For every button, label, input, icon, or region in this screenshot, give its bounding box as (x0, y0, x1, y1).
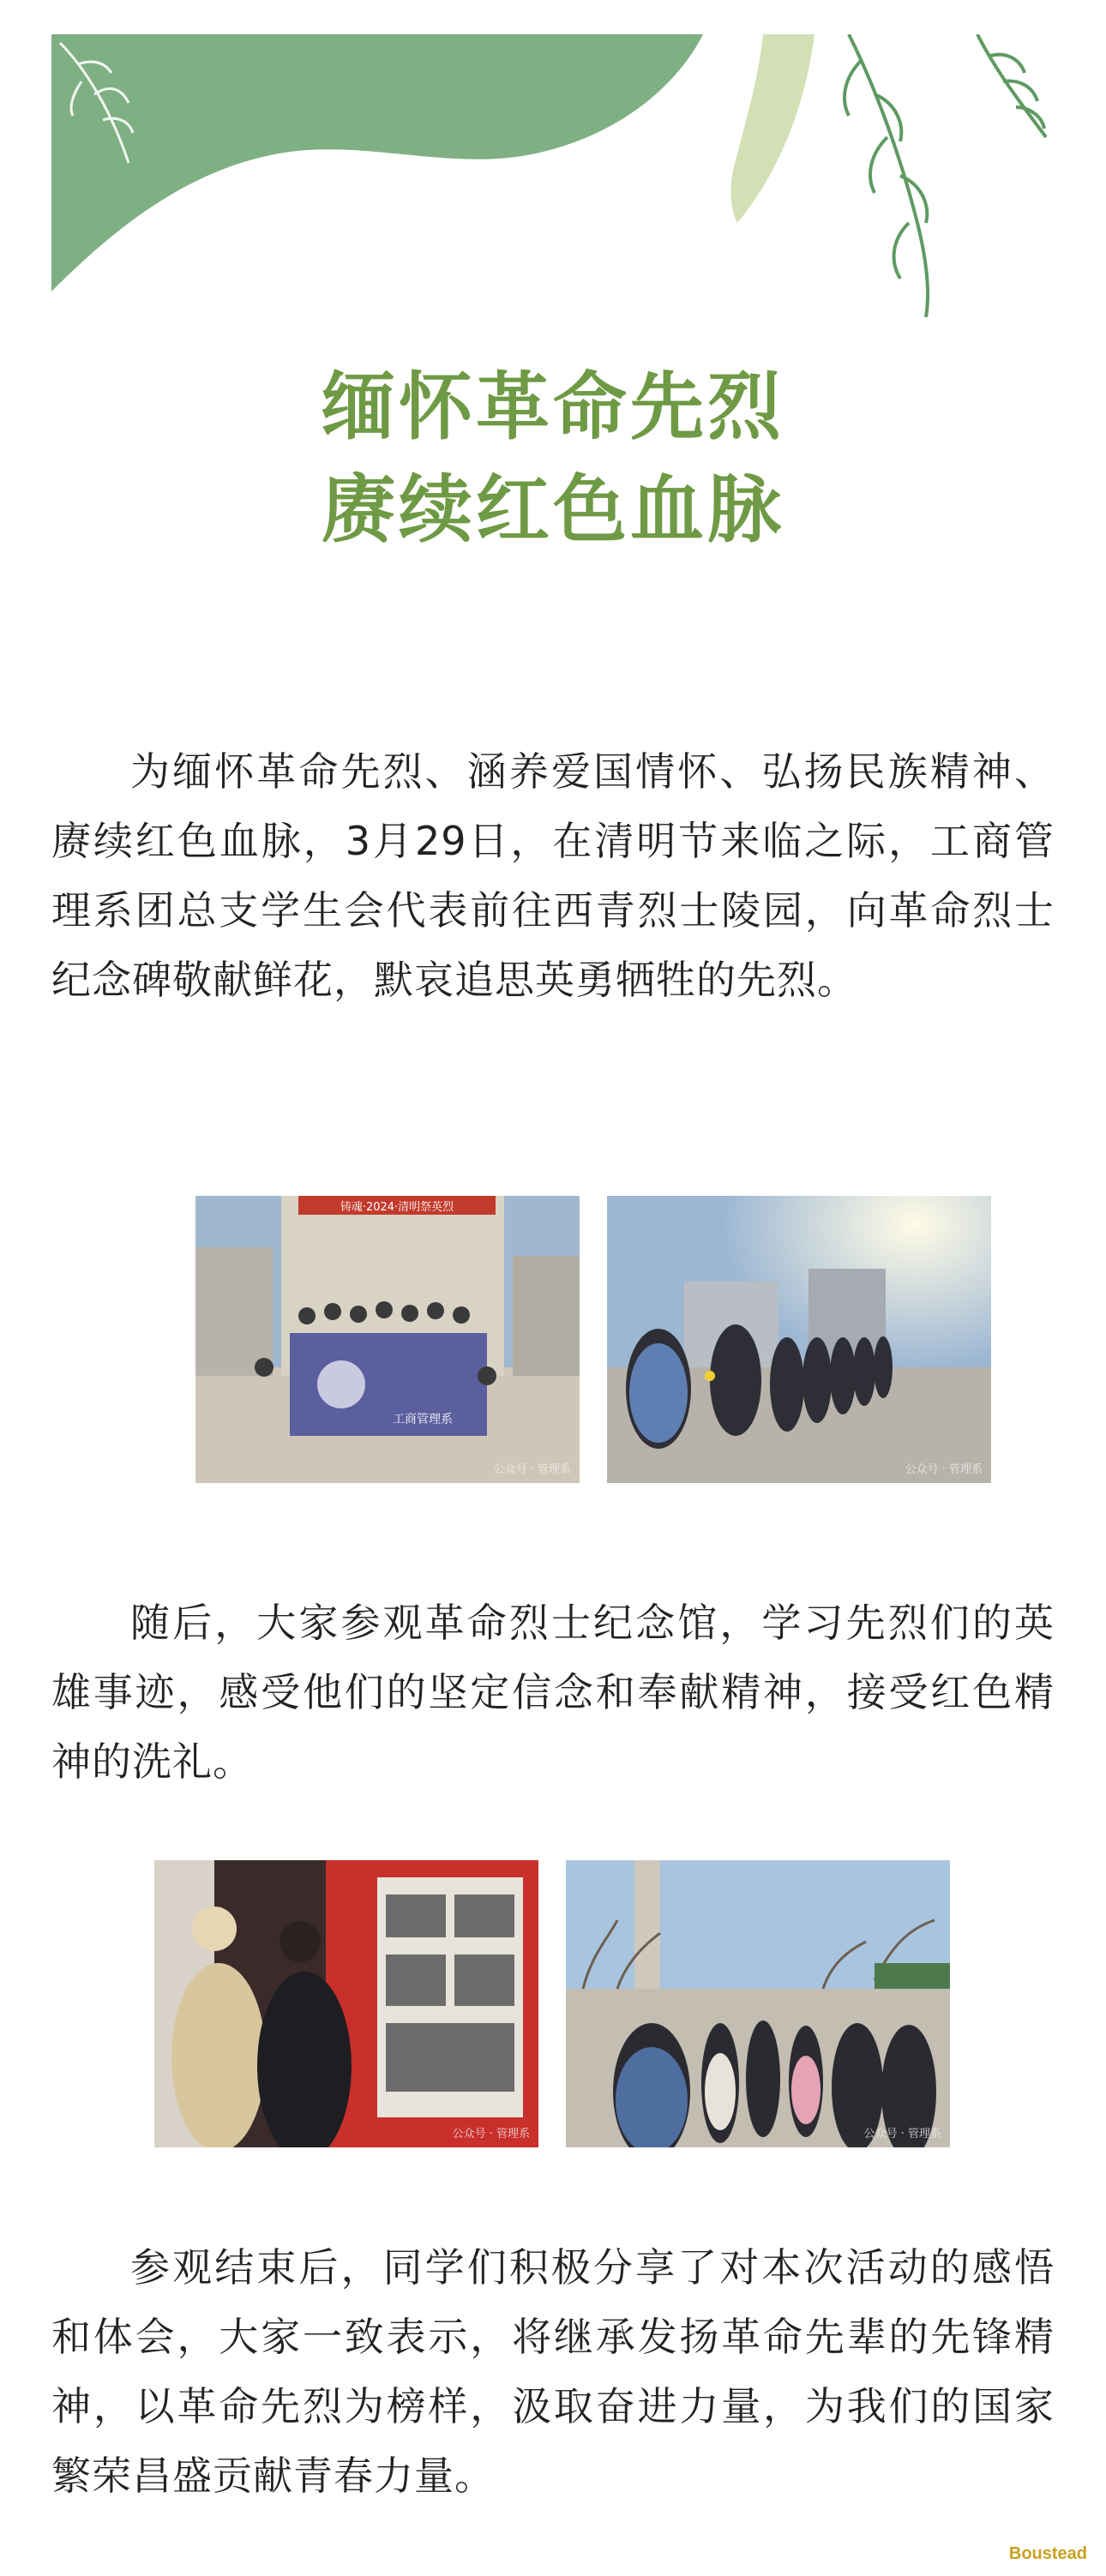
title-line-1: 缅怀革命先烈 (322, 364, 784, 450)
photo2-watermark: 公众号 · 管理系 (905, 1463, 983, 1476)
photo1-watermark: 公众号 · 管理系 (493, 1463, 571, 1476)
photo-flower-line (607, 1196, 991, 1483)
photo4-watermark: 公众号 · 管理系 (863, 2128, 941, 2141)
photo1-banner-text: 铸魂·2024·清明祭英烈 (340, 1201, 454, 1214)
leaf-banner-graphic (51, 34, 1055, 317)
photo-monument-square (566, 1860, 950, 2147)
photo3-watermark: 公众号 · 管理系 (452, 2128, 530, 2141)
photo-group-memorial (195, 1196, 580, 1483)
paragraph-1: 为缅怀革命先烈、涵养爱国情怀、弘扬民族精神、赓续红色血脉，3月29日，在清明节来临之际，工商管理系团总支学生会代表前往西青烈士陵园，向革命烈士纪念碑敬献鲜花，默哀追思英勇牺牲的先烈。 (51, 748, 1055, 1003)
photo-museum-visit (154, 1860, 538, 2147)
photo1-flag-text: 工商管理系 (393, 1413, 453, 1426)
header-banner (51, 34, 1055, 317)
paragraph-3: 参观结束后，同学们积极分享了对本次活动的感悟和体会，大家一致表示，将继承发扬革命先辈的先锋精神，以革命先烈为榜样，汲取奋进力量，为我们的国家繁荣昌盛贡献青春力量。 (51, 2244, 1055, 2499)
paragraph-2: 随后，大家参观革命烈士纪念馆，学习先烈们的英雄事迹，感受他们的坚定信念和奉献精神，接受红色精神的洗礼。 (51, 1600, 1055, 1785)
article-title (0, 356, 1106, 561)
title-line-2: 赓续红色血脉 (322, 467, 784, 553)
brand-watermark: Boustead (1008, 2544, 1087, 2563)
